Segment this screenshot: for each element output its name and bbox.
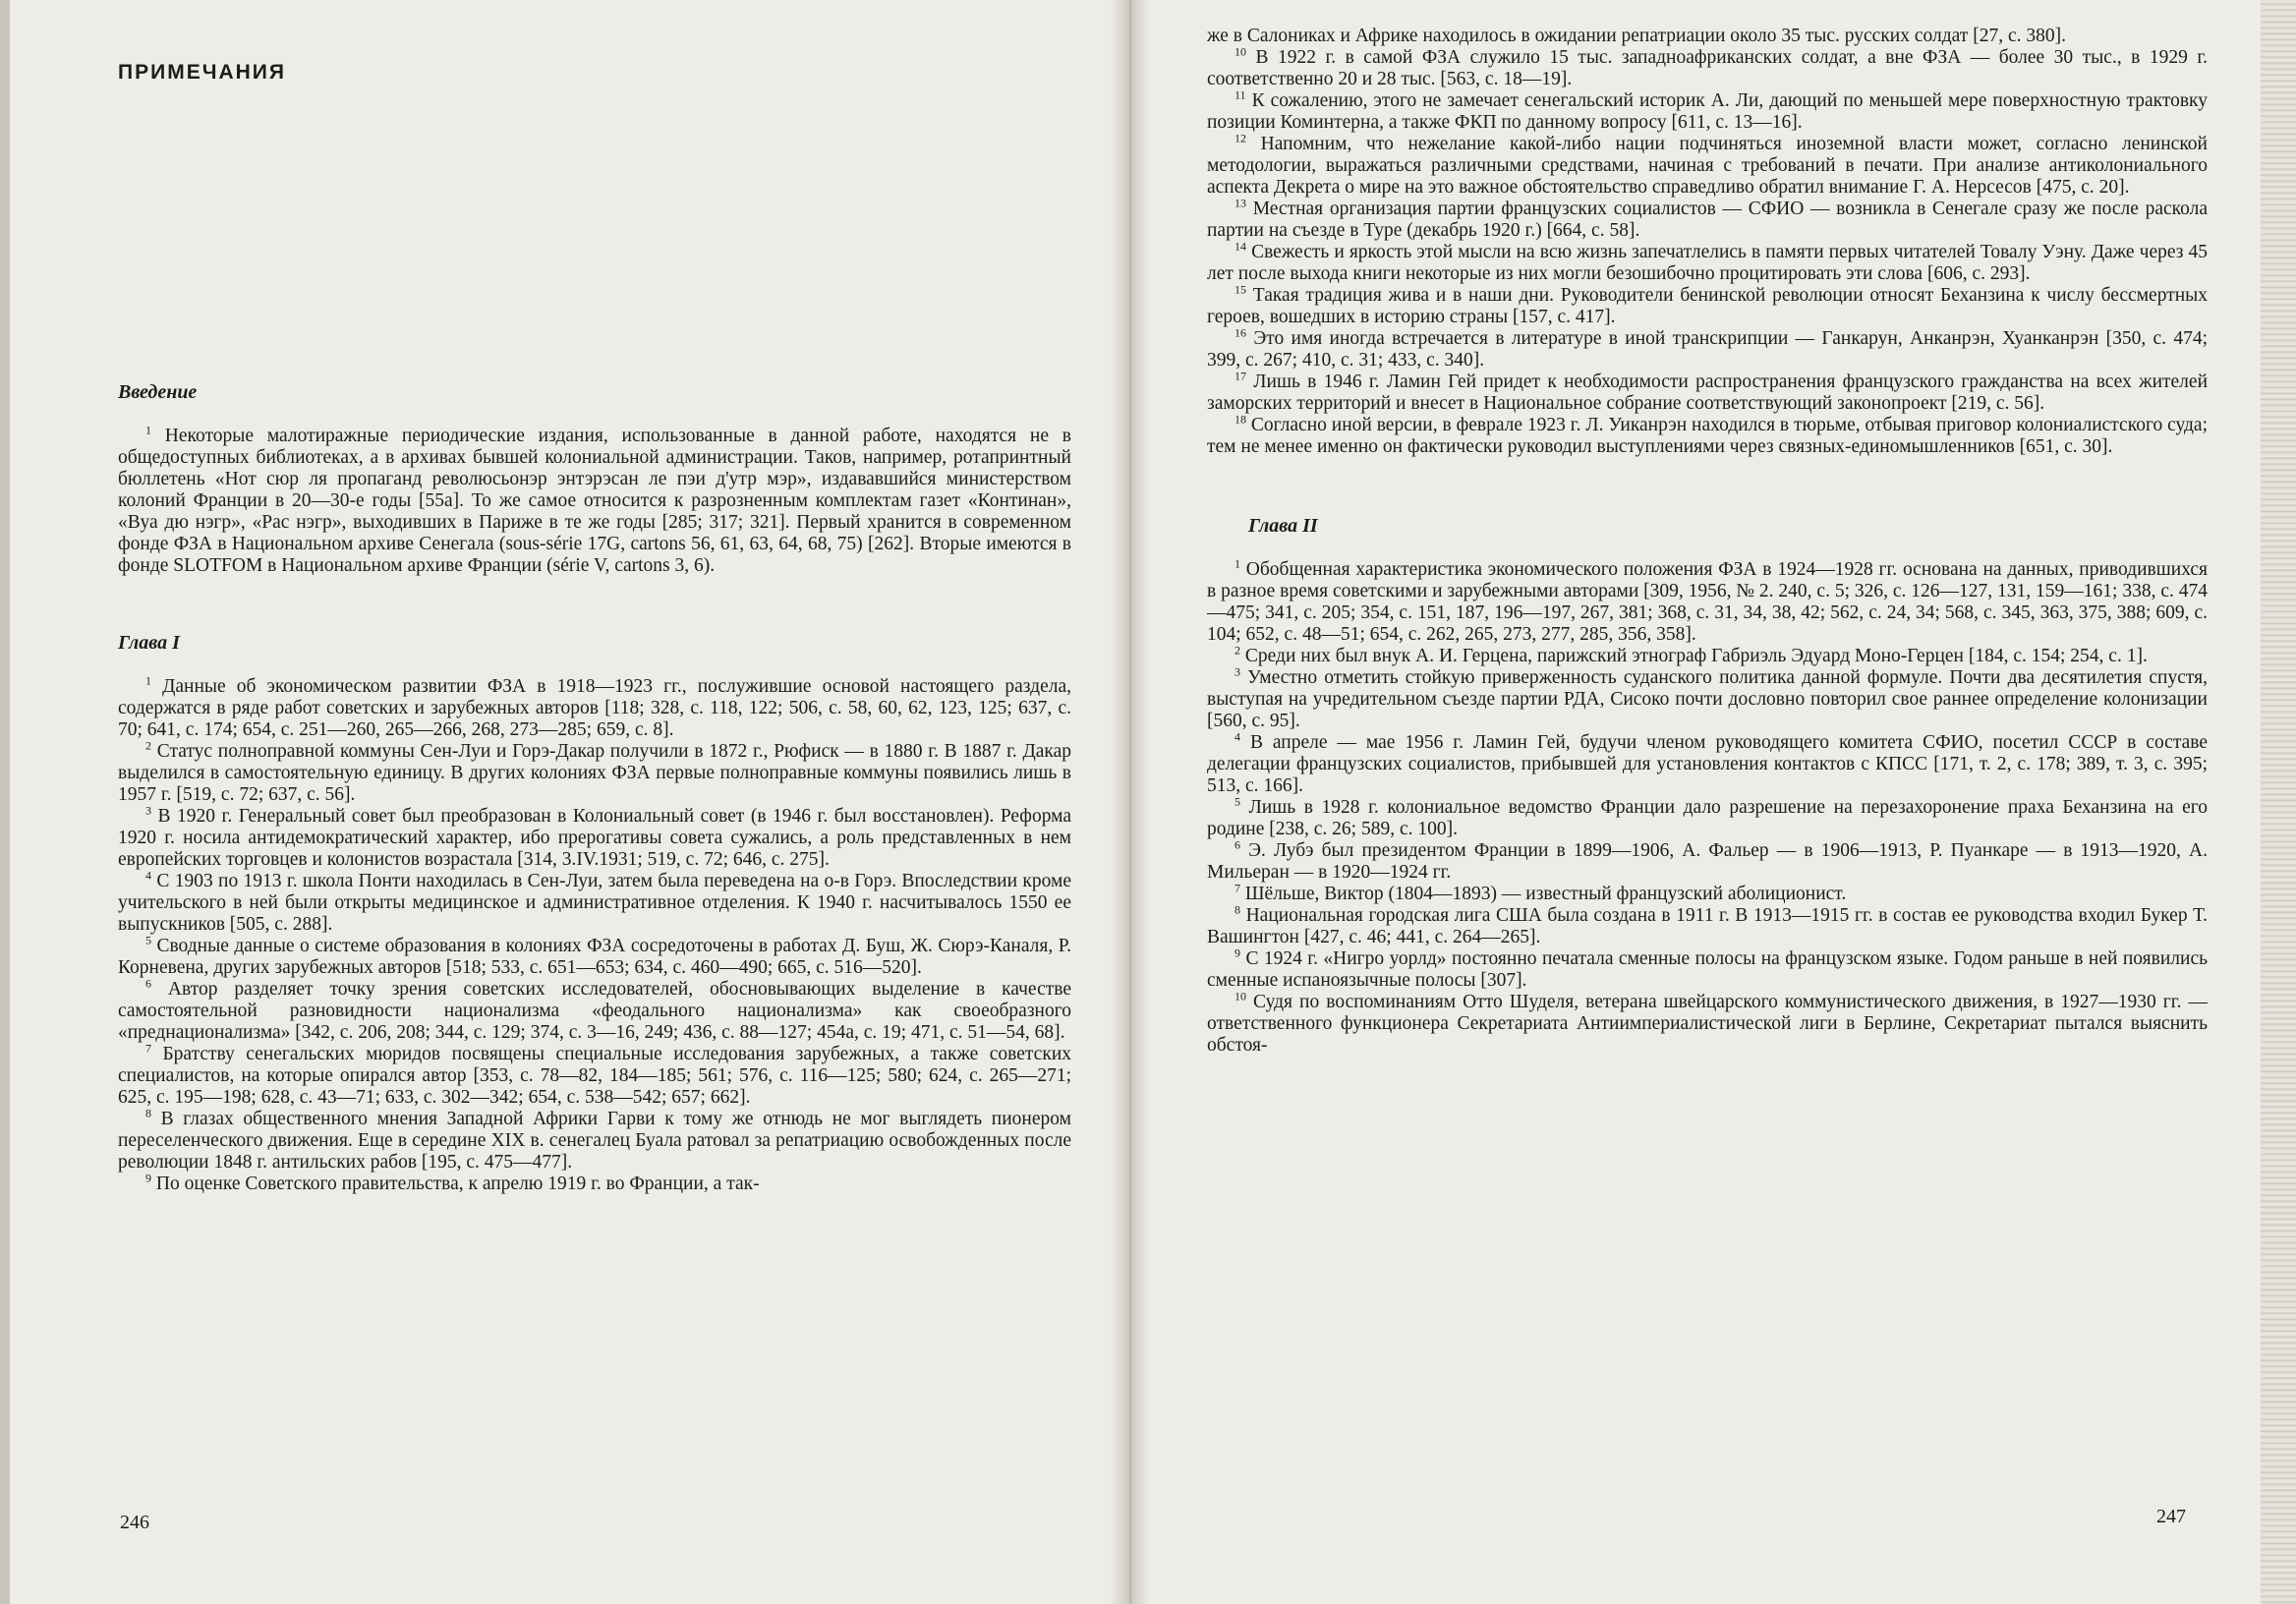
note-text: Свежесть и яркость этой мысли на всю жизнь запечатлелись в памяти первых читателей Товалу Уэну. Даже через 45 лет после выхода книги некоторые из них могли безошибочно процитировать эти слова [606, с. 293]. — [1207, 242, 2209, 284]
note-text: Национальная городская лига США была создана в 1911 г. В 1913—1915 гг. в состав ее руководства входил Букер Т. Вашингтон [427, с. 46; 441, с. 264—265]. — [1207, 905, 2208, 947]
note — [118, 1041, 1072, 1109]
note — [118, 803, 1072, 871]
note-number: 5 — [145, 933, 151, 947]
note — [1207, 282, 2209, 328]
note-number: 17 — [1234, 369, 1246, 383]
page-heading: ПРИМЕЧАНИЯ — [118, 61, 286, 84]
note — [118, 423, 1072, 577]
note — [118, 933, 1071, 979]
note — [1207, 664, 2209, 732]
section-title-chapter-2: Глава II — [1248, 515, 1318, 537]
note — [1207, 837, 2209, 884]
note-text: Э. Лубэ был президентом Франции в 1899—1906, А. Фальер — в 1906—1913, Р. Пуанкаре — в 1913—1920, А. Мильеран — в 1920—1924 гг. — [1207, 840, 2209, 883]
note-number: 9 — [145, 1171, 151, 1185]
note-number: 14 — [1234, 239, 1246, 254]
note — [118, 738, 1072, 806]
section-title-introduction: Введение — [118, 381, 198, 403]
page-edge-left — [0, 0, 10, 1604]
note-continuation: же в Салониках и Африке находилось в ожидании репатриации около 35 тыс. русских солдат [27, с. 380]. — [1207, 26, 2066, 46]
note — [1207, 412, 2209, 458]
note-text: Данные об экономическом развитии ФЗА в 1918—1923 гг., послужившие основой настоящего раздела, содержатся в ряде работ советских и зарубежных авторов [118; 328, с. 118, 122; 506, с. 58, 60, 62, 123, 125; 637, с. 70; 641, с. 174; 654, с. 251—260, 265—266, 268, 273—285; 659, с. 8]. — [118, 676, 1071, 740]
note-text: Напомним, что нежелание какой-либо нации подчиняться иноземной власти может, согласно ленинской методологии, выражаться различными средствами, начиная с требований в печати. При анализе антиколониального аспекта Декрета о мире на это важное обстоятельство справедливо обратил внимание Г. А. Нерсесов [475, с. 20]. — [1207, 134, 2208, 198]
note-number: 9 — [1234, 945, 1240, 960]
note-number: 15 — [1234, 282, 1246, 297]
note — [1207, 989, 2209, 1057]
note-text: С 1924 г. «Нигро уорлд» постоянно печатала сменные полосы на французском языке. Годом раньше в ней появились сменные испаноязычные полосы [307]. — [1207, 948, 2208, 991]
note-number: 1 — [145, 673, 151, 688]
note-text: Братству сенегальских мюридов посвящены специальные исследования зарубежных, а также советских специалистов, на которые опирался автор [353, с. 78—82, 184—185; 561; 576, с. 116—125; 580; 624, с. 265—271; 625, с. 195—198; 628, с. 43—71; 633, с. 302—342; 654, с. 538—542; 657; 662]. — [118, 1044, 1072, 1108]
note-text: Некоторые малотиражные периодические издания, использованные в данной работе, находятся не в общедоступных библиотеках, а в архивах бывшей колониальной администрации. Таков, например, ротапринтный бюллетень «Нот сюр ля пропаганд революсьонэр энтэрэсан ле пэи д'утр мэр», издававшийся министерством колоний Франции в 20—30-е годы [55а]. То же самое относится к разрозненным комплектам газет «Континан», «Вуа дю нэгр», «Рас нэгр», выходивших в Париже в те же годы [285; 317; 321]. Первый хранится в современном фонде ФЗА в Национальном архиве Сенегала (sous-série 17G, cartons 56, 61, 63, 64, 68, 75) [262]. Вторые имеются в фонде SLOTFOM в Национальном архиве Франции (série V, cartons 3, 6). — [118, 426, 1072, 576]
note-text: Это имя иногда встречается в литературе в иной транскрипции — Ганкарун, Анканрэн, Хуанканрэн [350, с. 474; 399, с. 267; 410, с. 31; 433, с. 340]. — [1207, 328, 2209, 371]
chapter-2-notes — [1207, 556, 2209, 1057]
note-number: 3 — [1234, 664, 1240, 679]
note — [118, 1106, 1071, 1174]
note — [1207, 881, 2208, 905]
note — [118, 673, 1071, 741]
note-number: 7 — [145, 1041, 151, 1056]
note — [1207, 945, 2208, 992]
note-number: 10 — [1234, 44, 1246, 59]
note — [1207, 729, 2208, 797]
book-gutter — [1111, 0, 1150, 1604]
note-text: По оценке Советского правительства, к апрелю 1919 г. во Франции, а так- — [155, 1174, 760, 1194]
note-number: 12 — [1234, 131, 1246, 145]
note-text: Согласно иной версии, в феврале 1923 г. Л. Уиканрэн находился в тюрьме, отбывая приговор колониалистского суда; тем не менее именно он фактически руководил выступлениями через связных-единомышленников [651, с. 30]. — [1207, 415, 2209, 457]
note-number: 6 — [1234, 837, 1240, 852]
note-text: В 1920 г. Генеральный совет был преобразован в Колониальный совет (в 1946 г. был восстановлен). Реформа 1920 г. носила антидемократический характер, ибо прерогативы совета сужались, а роль представленных в нем европейских торговцев и колонистов возрастала [314, 3.IV.1931; 519, с. 72; 646, с. 275]. — [118, 806, 1072, 870]
note — [1207, 196, 2208, 242]
note-text: Автор разделяет точку зрения советских исследователей, обосновывающих выделение в качестве самостоятельной разновидности национализма «феодального национализма» как своеобразного «преднационализма» [342, с. 206, 208; 344, с. 129; 374, с. 3—16, 249; 436, с. 88—127; 454а, с. 19; 471, с. 51—54, 68]. — [118, 979, 1071, 1043]
note-text: Судя по воспоминаниям Отто Шуделя, ветерана швейцарского коммунистического движения, в 1927—1930 гг. — ответственного функционера Секретариата Антиимпериалистической лиги в Берлине, Секретариат пытался выяснить обстоя- — [1207, 992, 2209, 1056]
section-title-chapter-1: Глава I — [118, 632, 180, 654]
note-number: 1 — [1234, 556, 1240, 571]
note-text: Обобщенная характеристика экономического положения ФЗА в 1924—1928 гг. основана на данных, приводившихся в разное время советскими и зарубежными авторами [309, 1956, № 2. 240, с. 5; 326, с. 126—127, 131, 159—161; 338, с. 474—475; 341, с. 205; 354, с. 151, 187, 196—197, 267, 381; 368, с. 31, 34, 38, 42; 562, с. 24, 34; 568, с. 345, 363, 375, 388; 609, с. 104; 652, с. 48—51; 654, с. 262, 265, 273, 277, 285, 356, 358]. — [1207, 559, 2209, 645]
note-number: 6 — [145, 976, 151, 991]
page-edge-right — [2261, 0, 2296, 1604]
note — [1207, 44, 2209, 90]
note-number: 11 — [1234, 87, 1246, 102]
note-text: Сводные данные о системе образования в колониях ФЗА сосредоточены в работах Д. Буш, Ж. Сюрэ-Каналя, Р. Корневена, других зарубежных авторов [518; 533, с. 651—653; 634, с. 460—490; 665, с. 516—520]. — [118, 936, 1071, 978]
note-text: Местная организация партии французских социалистов — СФИО — возникла в Сенегале сразу же после раскола партии на съезде в Туре (декабрь 1920 г.) [664, с. 58]. — [1207, 199, 2208, 241]
note — [1207, 794, 2208, 840]
note-text: Такая традиция жива и в наши дни. Руководители бенинской революции относят Беханзина к числу бессмертных героев, вошедших в историю страны [157, с. 417]. — [1207, 285, 2209, 327]
page-number: 246 — [120, 1512, 149, 1533]
page-number: 247 — [2156, 1506, 2186, 1527]
note — [1207, 643, 2208, 667]
note — [1207, 131, 2208, 199]
note-text: Уместно отметить стойкую приверженность суданского политика данной формуле. Почти два десятилетия спустя, выступая на учредительном съезде партии РДА, Сисоко почти дословно повторил свое раннее определение колонизации [560, с. 95]. — [1207, 667, 2209, 731]
note — [1207, 369, 2209, 415]
note — [1207, 87, 2209, 134]
note — [118, 1171, 1071, 1195]
note-number: 16 — [1234, 325, 1246, 340]
right-page — [1130, 0, 2296, 1604]
note-number: 2 — [145, 738, 151, 753]
left-page — [0, 0, 1130, 1604]
note-text: Шёльше, Виктор (1804—1893) — известный французский аболиционист. — [1244, 884, 1847, 904]
note-number: 1 — [145, 423, 151, 437]
note-number: 10 — [1234, 989, 1246, 1003]
note-number: 8 — [1234, 902, 1240, 917]
note-number: 3 — [145, 803, 151, 818]
chapter-1-notes — [118, 673, 1072, 1195]
note — [1207, 556, 2209, 646]
note-number: 13 — [1234, 196, 1246, 210]
note-number: 2 — [1234, 643, 1240, 658]
introduction-notes — [118, 423, 1072, 577]
chapter-1-notes-continued — [1207, 44, 2209, 458]
note-number: 7 — [1234, 881, 1240, 895]
note-text: К сожалению, этого не замечает сенегальский историк А. Ли, дающий по меньшей мере поверхностную трактовку позиции Коминтерна, а также ФКП по данному вопросу [611, с. 13—16]. — [1207, 90, 2209, 133]
note-text: Среди них был внук А. И. Герцена, парижский этнограф Габриэль Эдуард Моно-Герцен [184, с. 154; 254, с. 1]. — [1244, 646, 2148, 666]
note-text: Лишь в 1928 г. колониальное ведомство Франции дало разрешение на перезахоронение праха Беханзина на его родине [238, с. 26; 589, с. 100]. — [1207, 797, 2208, 839]
note-text: В апреле — мае 1956 г. Ламин Гей, будучи членом руководящего комитета СФИО, посетил СССР в составе делегации французских социалистов, прибывшей для установления контактов с КПСС [171, т. 2, с. 178; 389, т. 3, с. 395; 513, с. 166]. — [1207, 732, 2208, 796]
note-text: Лишь в 1946 г. Ламин Гей придет к необходимости распространения французского гражданства на всех жителей заморских территорий и внесет в Национальное собрание соответствующий законопроект [219, с. 56]. — [1207, 372, 2209, 414]
note — [118, 868, 1071, 936]
note-text: В глазах общественного мнения Западной Африки Гарви к тому же отнюдь не мог выглядеть пионером переселенческого движения. Еще в середине XIX в. сенегалец Буала ратовал за репатриацию освобожденных после революции 1848 г. антильских рабов [195, с. 475—477]. — [118, 1109, 1071, 1173]
note — [1207, 239, 2209, 285]
note-text: Статус полноправной коммуны Сен-Луи и Горэ-Дакар получили в 1872 г., Рюфиск — в 1880 г. В 1887 г. Дакар выделился в самостоятельную единицу. В других колониях ФЗА первые полноправные коммуны появились лишь в 1957 г. [519, с. 72; 637, с. 56]. — [118, 741, 1072, 805]
note — [1207, 325, 2209, 372]
note-number: 4 — [1234, 729, 1240, 744]
note-number: 4 — [145, 868, 151, 883]
note — [1207, 902, 2208, 948]
note — [118, 976, 1071, 1044]
note-number: 5 — [1234, 794, 1240, 809]
note-number: 18 — [1234, 412, 1246, 427]
note-text: В 1922 г. в самой ФЗА служило 15 тыс. западноафриканских солдат, а вне ФЗА — более 30 тыс., в 1929 г. соответственно 20 и 28 тыс. [563, с. 18—19]. — [1207, 47, 2209, 89]
note-text: С 1903 по 1913 г. школа Понти находилась в Сен-Луи, затем была переведена на о-в Горэ. Впоследствии кроме учительского в ней были открыты медицинское и административное отделения. К 1940 г. насчитывалось 1550 ее выпускников [505, с. 288]. — [118, 871, 1071, 935]
note-number: 8 — [145, 1106, 151, 1120]
